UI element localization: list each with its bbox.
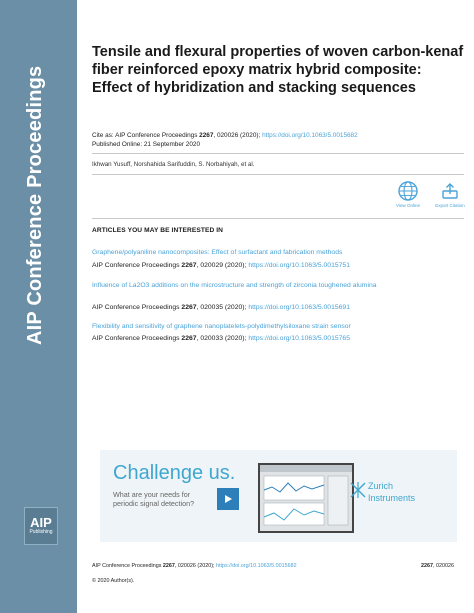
related-doi-link[interactable]: https://doi.org/10.1063/5.0015751: [248, 262, 350, 269]
article-doi-link[interactable]: https://doi.org/10.1063/5.0015682: [262, 132, 358, 139]
footer-cite-rest: , 020026 (2020);: [174, 563, 216, 569]
cite-prefix: Cite as: AIP Conference Proceedings: [92, 132, 200, 139]
export-citation-button[interactable]: [435, 181, 465, 208]
related-journal: AIP Conference Proceedings: [92, 304, 182, 311]
related-article-citation: [92, 335, 350, 342]
related-articles-heading: ARTICLES YOU MAY BE INTERESTED IN: [92, 227, 224, 234]
footer-volume: 2267: [162, 563, 175, 569]
related-journal: AIP Conference Proceedings: [92, 335, 182, 342]
article-title: Tensile and flexural properties of woven carbon-kenaf fiber reinforced epoxy matrix hybrid composite: Effect of hybridization and stacking sequences: [92, 44, 464, 96]
divider: [92, 153, 464, 154]
cite-rest: , 020026 (2020);: [213, 132, 263, 139]
ad-brand-line-2: Instruments: [368, 493, 416, 503]
aip-logo-sub: Publishing: [29, 529, 53, 535]
copyright-notice: © 2020 Author(s).: [92, 578, 135, 584]
related-volume: 2267: [181, 262, 197, 269]
ad-subline-2: periodic signal detection?: [113, 499, 195, 508]
related-article-title[interactable]: Graphene/polyaniline nanocomposites: Effect of surfactant and fabrication methods: [92, 249, 343, 256]
footer-page-number-value: , 020026: [433, 563, 454, 569]
play-icon: [223, 494, 233, 504]
aip-logo-mark: AIP: [30, 515, 52, 530]
footer-page-volume: 2267: [421, 563, 433, 569]
view-online-button[interactable]: [393, 181, 423, 208]
footer-cite-prefix: AIP Conference Proceedings: [92, 563, 163, 569]
ad-subline: [113, 490, 194, 508]
related-article-citation: [92, 262, 350, 269]
divider: [92, 218, 464, 219]
footer-citation: [92, 563, 297, 569]
export-citation-label: Export Citation: [435, 203, 465, 208]
published-date: Published Online: 21 September 2020: [92, 141, 201, 148]
cite-volume: 2267: [199, 132, 214, 139]
footer-page-number: [421, 563, 454, 569]
related-article-citation: [92, 304, 350, 311]
related-article-title[interactable]: Influence of La2O3 additions on the microstructure and strength of zirconia toughened alumina: [92, 282, 377, 289]
related-cite-rest: , 020029 (2020);: [196, 262, 249, 269]
ad-monitor-image: [258, 463, 354, 533]
monitor-screen-graphic: [260, 465, 352, 531]
export-icon: [440, 181, 460, 201]
related-volume: 2267: [181, 304, 197, 311]
related-volume: 2267: [181, 335, 197, 342]
cite-line: [92, 131, 358, 140]
ad-brand: [368, 480, 415, 504]
ad-brand-line-1: Zurich: [368, 481, 394, 491]
advertisement-banner[interactable]: [100, 450, 457, 542]
view-online-label: View Online: [396, 203, 420, 208]
related-cite-rest: , 020035 (2020);: [196, 304, 249, 311]
journal-title: AIP Conference Proceedings: [24, 65, 46, 345]
journal-sidebar: [0, 0, 77, 613]
ad-play-button[interactable]: [217, 488, 239, 510]
citation-block: [92, 131, 358, 149]
aip-publishing-logo[interactable]: [24, 507, 58, 545]
footer-doi-link[interactable]: https://doi.org/10.1063/5.0015682: [215, 563, 297, 569]
zurich-instruments-logo-icon: [349, 481, 367, 499]
related-journal: AIP Conference Proceedings: [92, 262, 182, 269]
ad-headline: Challenge us.: [113, 462, 236, 484]
related-doi-link[interactable]: https://doi.org/10.1063/5.0015691: [248, 304, 350, 311]
related-cite-rest: , 020033 (2020);: [196, 335, 249, 342]
ad-subline-1: What are your needs for: [113, 490, 191, 499]
related-article-title[interactable]: Flexibility and sensitivity of graphene nanoplatelets-polydimethylsiloxane strain sensor: [92, 323, 351, 330]
related-doi-link[interactable]: https://doi.org/10.1063/5.0015765: [248, 335, 350, 342]
author-list: Ikhwan Yusuff, Norshahida Sarifuddin, S. Norbahiyah, et al.: [92, 161, 255, 168]
divider: [92, 174, 464, 175]
globe-icon: [398, 181, 418, 201]
